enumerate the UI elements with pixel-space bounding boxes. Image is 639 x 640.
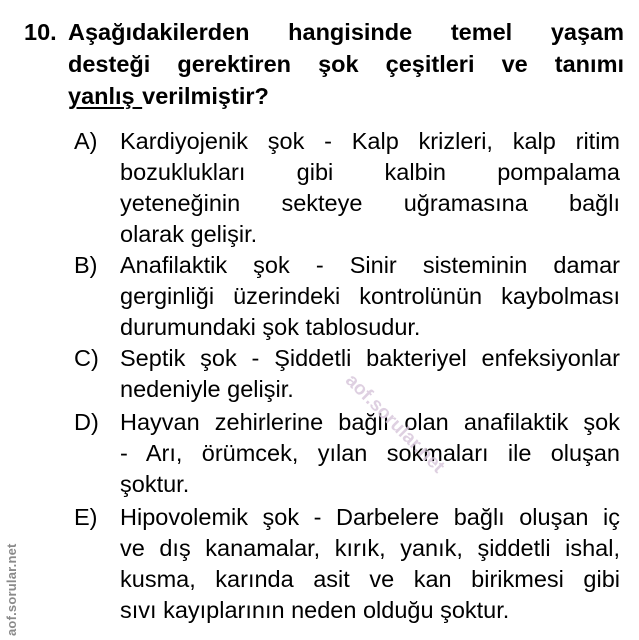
option-text	[120, 502, 620, 626]
option-text	[120, 126, 620, 250]
option-line: - Arı, örümcek, yılan sokmaları ile oluşan	[120, 440, 620, 466]
option-line: yeteneğinin sekteye uğramasına bağlı	[120, 190, 620, 216]
option-b[interactable]	[74, 250, 620, 343]
question-line	[68, 80, 624, 112]
option-line: şoktur.	[120, 471, 190, 497]
option-line: Septik şok - Şiddetli bakteriyel enfeksiyonlar	[120, 345, 620, 371]
option-line: Anafilaktik şok - Sinir sisteminin damar	[120, 252, 620, 278]
option-line: kusma, karında asit ve kan birikmesi gibi	[120, 566, 620, 592]
question-text	[68, 16, 624, 112]
option-letter: D)	[74, 409, 99, 435]
option-line: Hipovolemik şok - Darbelere bağlı oluşan iç	[120, 504, 620, 530]
option-letter: B)	[74, 252, 98, 278]
question-line-rest: verilmiştir?	[142, 83, 269, 109]
option-line: nedeniyle gelişir.	[120, 376, 294, 402]
question-number: 10.	[24, 19, 57, 45]
option-text	[120, 250, 620, 343]
option-c[interactable]	[74, 343, 620, 405]
option-d[interactable]	[74, 407, 620, 500]
option-letter: C)	[74, 345, 99, 371]
emphasis-underlined: yanlış	[68, 83, 143, 109]
option-text	[120, 407, 620, 500]
option-line: ve dış kanamalar, kırık, yanık, şiddetli ishal,	[120, 535, 620, 561]
option-line: gerginliği üzerindeki kontrolünün kaybolması	[120, 283, 620, 309]
question	[24, 16, 624, 112]
question-line: desteği gerektiren şok çeşitleri ve tanımı	[68, 51, 624, 77]
option-e[interactable]	[74, 502, 620, 626]
option-line: olarak gelişir.	[120, 221, 258, 247]
option-line: sıvı kayıplarının neden olduğu şoktur.	[120, 597, 510, 623]
question-line: Aşağıdakilerden hangisinde temel yaşam	[68, 19, 624, 45]
option-line: durumundaki şok tablosudur.	[120, 314, 421, 340]
option-a[interactable]	[74, 126, 620, 250]
option-line: Kardiyojenik şok - Kalp krizleri, kalp ritim	[120, 128, 620, 154]
option-line: bozuklukları gibi kalbin pompalama	[120, 159, 620, 185]
watermark-diagonal: aof.sorular.net	[341, 370, 449, 478]
watermark-side: aof.sorular.net	[4, 543, 19, 636]
option-line: Hayvan zehirlerine bağlı olan anafilaktik şok	[120, 409, 620, 435]
option-letter: A)	[74, 128, 98, 154]
option-letter: E)	[74, 504, 98, 530]
